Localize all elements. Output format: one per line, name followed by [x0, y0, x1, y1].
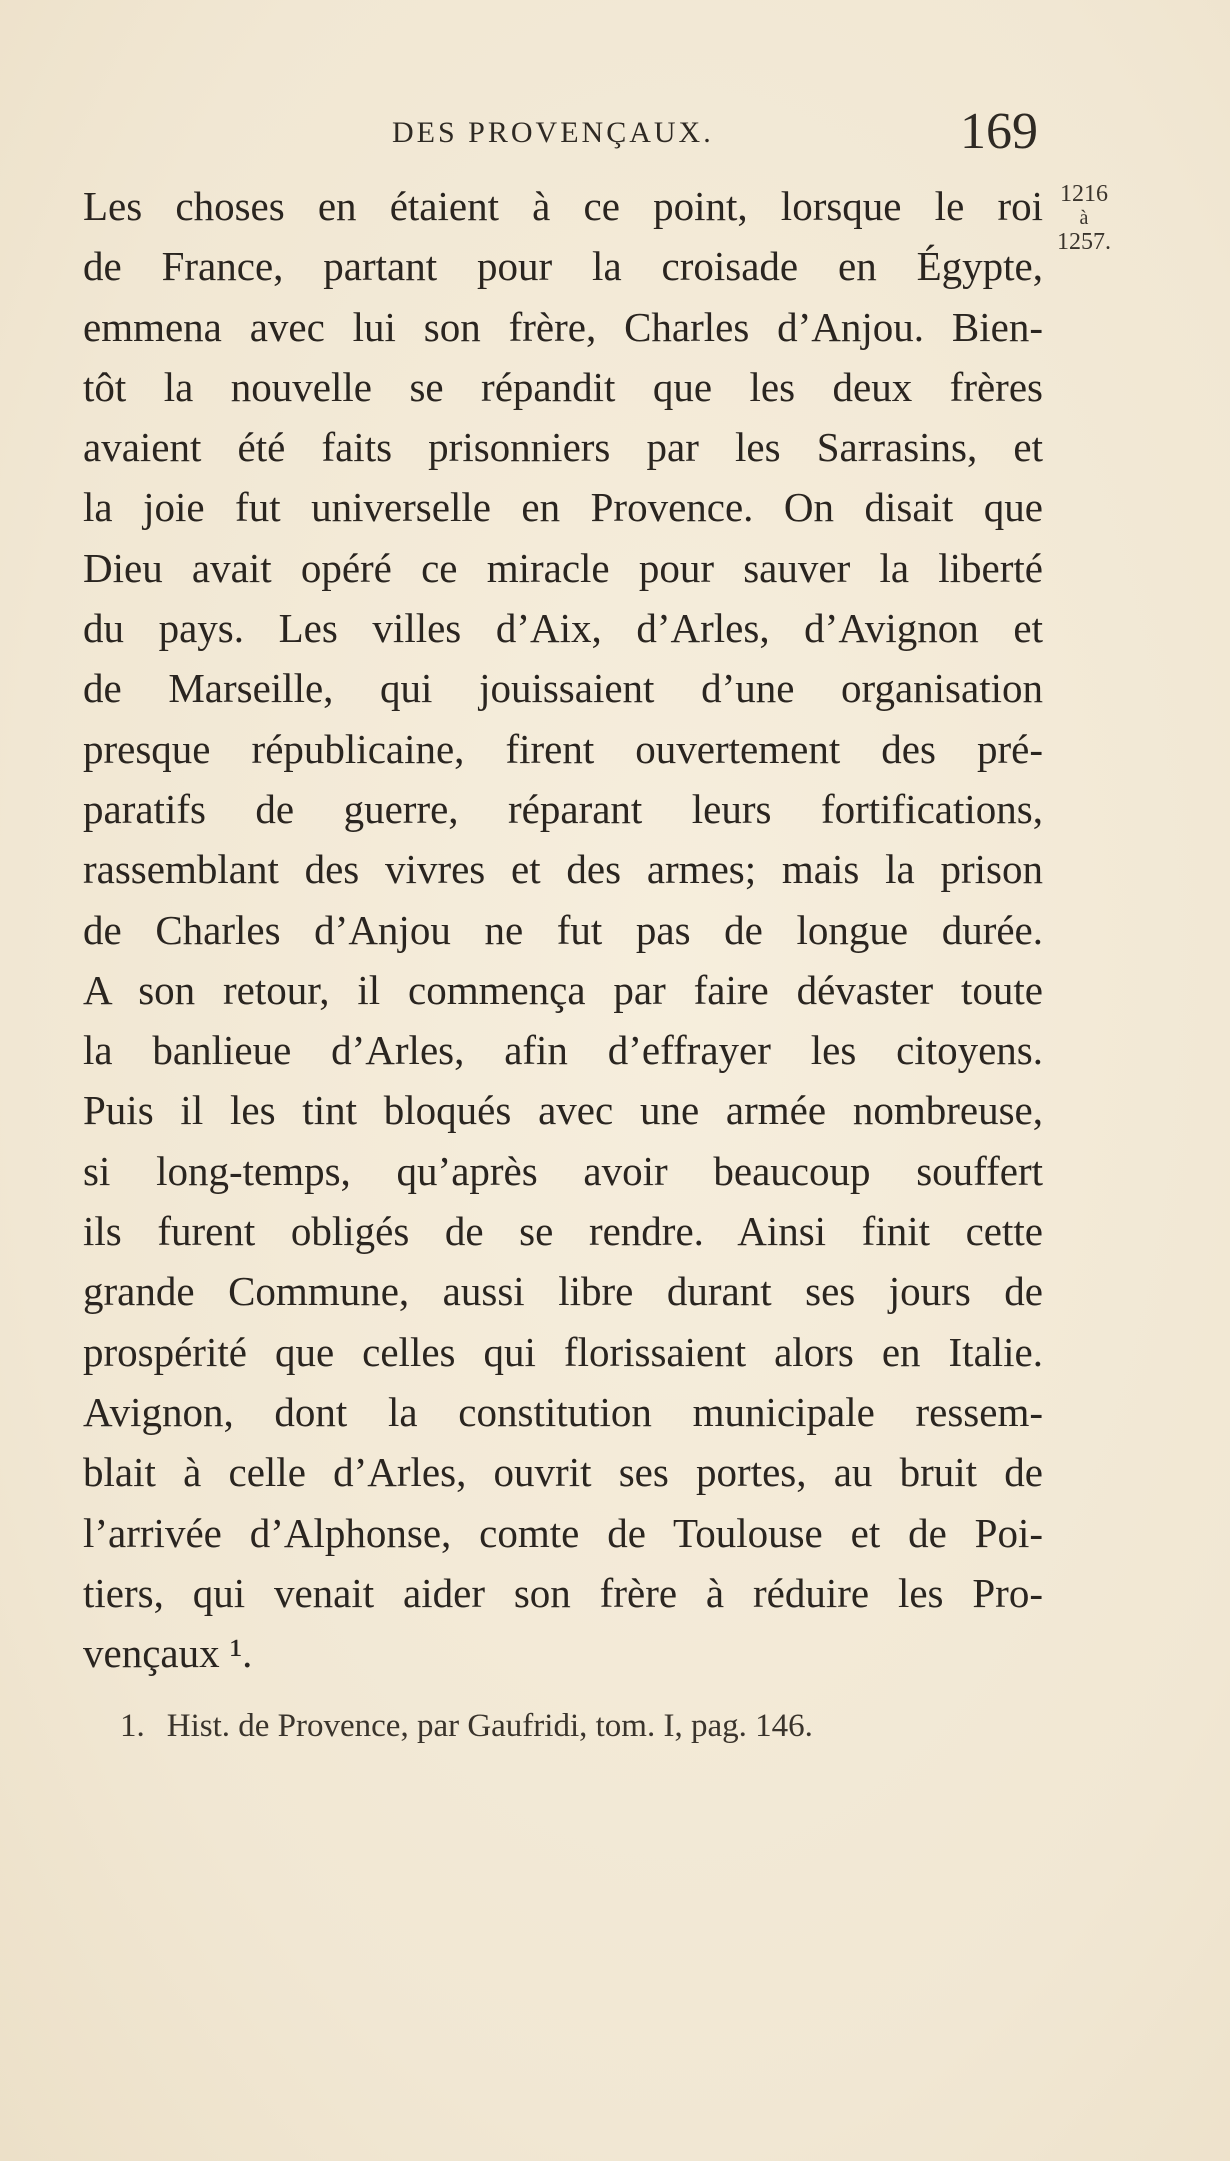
text-line: la banlieue d’Arles, afin d’effrayer les citoyens.	[83, 1027, 1043, 1074]
text-line: du pays. Les villes d’Aix, d’Arles, d’Avignon et	[83, 605, 1043, 652]
text-line: blait à celle d’Arles, ouvrit ses portes, au bruit de	[83, 1449, 1043, 1496]
margin-date-note	[1052, 180, 1116, 256]
page-number: 169	[960, 103, 1038, 160]
margin-date-sep: à	[1079, 207, 1089, 229]
text-line: tôt la nouvelle se répandit que les deux frères	[83, 363, 1043, 410]
text-line: paratifs de guerre, réparant leurs fortifications,	[83, 785, 1043, 832]
text-line: Puis il les tint bloqués avec une armée nombreuse,	[83, 1087, 1043, 1134]
text-line: la joie fut universelle en Provence. On disait que	[83, 484, 1043, 531]
running-head: DES PROVENÇAUX.	[392, 116, 714, 149]
text-line: rassemblant des vivres et des armes; mais la prison	[83, 846, 1043, 893]
margin-date-to: 1257.	[1057, 229, 1111, 255]
margin-date-from: 1216	[1060, 181, 1108, 207]
page-header	[382, 102, 1062, 162]
text-line: de Charles d’Anjou ne fut pas de longue durée.	[83, 906, 1043, 953]
text-line: prospérité que celles qui florissaient alors en Italie.	[83, 1328, 1043, 1375]
text-line: de France, partant pour la croisade en Égypte,	[83, 243, 1043, 290]
text-line: si long-temps, qu’après avoir beaucoup souffert	[83, 1147, 1043, 1194]
text-line: grande Commune, aussi libre durant ses jours de	[83, 1268, 1043, 1315]
text-line: Dieu avait opéré ce miracle pour sauver la liberté	[83, 544, 1043, 591]
text-line: Les choses en étaient à ce point, lorsque le roi	[83, 183, 1043, 229]
text-line: l’arrivée d’Alphonse, comte de Toulouse et de Poi-	[83, 1509, 1043, 1556]
text-line: A son retour, il commença par faire dévaster toute	[83, 966, 1043, 1013]
text-line: avaient été faits prisonniers par les Sarrasins, et	[83, 424, 1043, 471]
text-line-last: vençaux ¹.	[83, 1630, 253, 1677]
footnote-marker: 1.	[120, 1708, 145, 1744]
text-line: ils furent obligés de se rendre. Ainsi finit cette	[83, 1208, 1043, 1255]
text-line: de Marseille, qui jouissaient d’une organisation	[83, 665, 1043, 712]
footnote-text: Hist. de Provence, par Gaufridi, tom. I, pag. 146.	[166, 1708, 813, 1744]
footnote	[120, 1708, 1050, 1745]
text-line: Avignon, dont la constitution municipale ressem-	[83, 1388, 1043, 1435]
text-line: tiers, qui venait aider son frère à réduire les Pro-	[83, 1569, 1043, 1616]
text-line: presque républicaine, firent ouvertement des pré-	[83, 725, 1043, 772]
text-line: emmena avec lui son frère, Charles d’Anjou. Bien-	[83, 303, 1043, 350]
body-text	[83, 176, 1043, 1683]
